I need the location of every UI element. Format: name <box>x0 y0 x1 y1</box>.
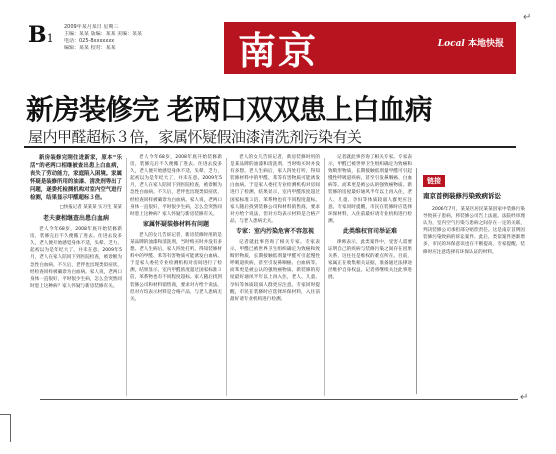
body-text: 律师表示，此类案件中，受害人需要证明自己的疾病与装修污染之间存在因果关系，这往往是维权的难点所在。目前，家属正在收集相关证据，准备通过法律途径维护自身权益。记者将继续关注此事进展。 <box>328 239 412 281</box>
paragraph-mark-icon: ↵ <box>520 392 529 403</box>
body-text: 老人的女儿告诉记者，新房装修时用的是某品牌的油漆和清洗剂，当时购买时并没有多想。老人生病后，家人四处打听，得知装修材料中的甲醛、苯等有害物质可能诱发白血病。于是家人委托专业检测机构对房间进行了检测，结果显示，室内甲醛浓度超过国家标准３倍，苯系物也有不同程度超标。家人随后找到装修公司和材料销售商，要求对方给个说法，但对方均表示材料是合格产品，与老人患病无关。 <box>130 232 222 302</box>
article-column-1 <box>30 154 122 394</box>
sidebar-label: 链接 <box>423 175 445 187</box>
body-text: 老人今年68岁，2008年底开始装修新房，装修完后不久便搬了进去。住进去没多久，老人便开始感觉身体不适，头晕、乏力，起初以为是年纪大了，并未在意。2009年5月，老人在家人陪同下到医院检查，被诊断为急性白血病。不久后，老伴也出现类似症状，经检查同样被确诊为白血病。家人说，老两口身体一直很好，平时很少生病，怎么会突然同时患上这种病？家人怀疑与新房装修有关。 <box>30 227 122 289</box>
page-bottom-rule <box>40 399 518 400</box>
article-column-4 <box>328 154 412 394</box>
page-corner-mark <box>0 414 10 415</box>
body-text: 老人的女儿告诉记者，新房装修时用的是某品牌的油漆和清洗剂，当时购买时并没有多想。老人生病后，家人四处打听，得知装修材料中的甲醛、苯等有害物质可能诱发白血病。于是家人委托专业检测机构对房间进行了检测，结果显示，室内甲醛浓度超过国家标准３倍，苯系物也有不同程度超标。家人随后找到装修公司和材料销售商，要求对方给个说法，但对方均表示材料是合格产品，与老人患病无关。 <box>230 155 320 224</box>
byline: □快报记者 某某某 实习生 某某 <box>59 205 122 210</box>
page-corner-mark <box>10 414 11 442</box>
column-divider <box>324 158 325 396</box>
paragraph-mark-icon: ↵ <box>523 12 532 23</box>
section-label <box>28 22 53 48</box>
city-banner <box>224 22 516 74</box>
headline: 新房装修完 老两口双双患上白血病 <box>26 93 432 126</box>
body-text: 老人今年68岁，2008年底开始装修新房，装修完后不久便搬了进去。住进去没多久，老人便开始感觉身体不适，头晕、乏力，起初以为是年纪大了，并未在意。2009年5月，老人在家人陪同下到医院检查，被诊断为急性白血病。不久后，老伴也出现类似症状，经检查同样被确诊为白血病。家人说，老两口身体一直很好，平时很少生病，怎么会突然同时患上这种病？家人怀疑与新房装修有关。 <box>130 155 222 217</box>
section-heading: 老夫妻相继查出患白血病 <box>42 215 109 223</box>
column-divider <box>126 158 127 396</box>
sidebar-heading: 南京首例装修污染致病诉讼 <box>423 192 501 200</box>
city-name: 南京 <box>238 28 319 73</box>
divider <box>24 146 516 148</box>
section-heading: 此类维权官司举证难 <box>342 227 397 235</box>
meta-line: 2009年某月某日 星期三 <box>64 24 119 30</box>
section-number: 1 <box>46 32 53 45</box>
local-tag: Local 本地快报 <box>437 39 504 49</box>
subheadline: 屋内甲醛超标３倍，家属怀疑假油漆清洗剂污染有关 <box>28 128 362 146</box>
masthead-meta <box>64 24 214 52</box>
article-lead: 新房装修完刚住进新家，原本“乐活”的老两口相继被查出患上白血病，丧失了劳动能力，家庭陷入困境。家属怀疑是装修所用的油漆、清洗剂等出了问题，遂委托检测机构对室内空气进行检测，结果显示甲醛超标３倍。 <box>30 155 122 201</box>
section-heading: 家属怀疑装修材料有问题 <box>142 220 209 228</box>
meta-line: 编辑：某某 校对：某某 <box>64 45 116 51</box>
sidebar-body: 2006年7月，某某区居民某某因家中装修污染导致孩子患病，将装修公司告上法庭。法院经审理认为，室内空气污染与患病之间存在一定的关联，判决装修公司承担部分赔偿责任。这是南京首例因装修污染致病的诉讼案件。此后，类似案件逐渐增多，市民的环保意识也在不断提高。专家提醒，装修时应注意选择有环保认证的材料。 <box>423 207 525 255</box>
article-column-2 <box>130 154 222 394</box>
article-column-3 <box>230 154 320 394</box>
column-divider <box>226 158 227 396</box>
section-heading: 专家：室内污染危害不容忽视 <box>235 227 314 235</box>
meta-line: 电话：025-8xxxxxxx <box>64 38 115 44</box>
newspaper-clipping <box>24 18 534 396</box>
sidebar-box <box>416 168 525 394</box>
meta-line: 主编：某某 版编：某某 美编：某某 <box>64 31 143 37</box>
body-text: 记者就此事咨询了相关专家。专家表示，甲醛已被世界卫生组织确定为致癌和致畸形物质，长期接触低剂量甲醛可引起慢性呼吸道疾病，甚至引发鼻咽癌、白血病等。而苯更是被公认的强致癌物质。新装修的房屋最好通风半年以上再入住，老人、儿童、孕妇等体质较弱人群更应注意。专家同时提醒，市民在装修时应选择环保材料，入住前最好请专业机构进行检测。 <box>328 155 412 224</box>
section-letter: B <box>28 22 46 48</box>
body-text: 记者就此事咨询了相关专家。专家表示，甲醛已被世界卫生组织确定为致癌和致畸形物质，长期接触低剂量甲醛可引起慢性呼吸道疾病，甚至引发鼻咽癌、白血病等。而苯更是被公认的强致癌物质。新装修的房屋最好通风半年以上再入住，老人、儿童、孕妇等体质较弱人群更应注意。专家同时提醒，市民在装修时应选择环保材料，入住前最好请专业机构进行检测。 <box>230 239 320 302</box>
